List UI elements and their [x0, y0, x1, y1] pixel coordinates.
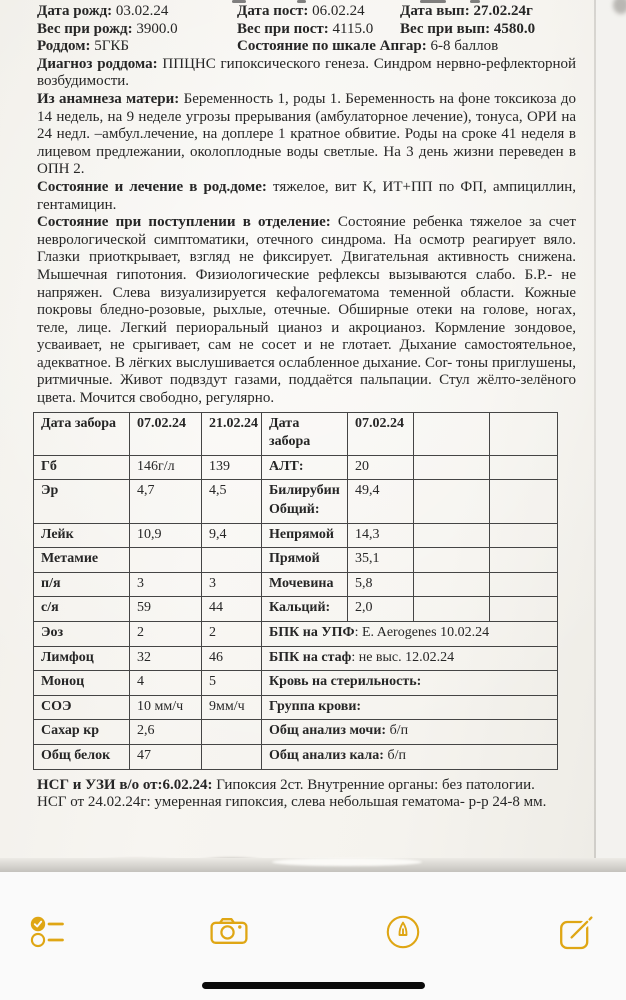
table-cell: 35,1	[348, 548, 414, 573]
table-cell	[262, 622, 558, 647]
table-cell: 44	[202, 597, 262, 622]
table-cell	[262, 720, 558, 745]
table-cell	[414, 597, 490, 622]
header-row	[37, 3, 576, 21]
bottom-toolbar	[0, 872, 626, 1000]
cell-label: Общ анализ кала:	[269, 747, 384, 763]
home-indicator[interactable]	[202, 982, 425, 989]
table-cell	[414, 455, 490, 480]
cell-label: п/я	[41, 575, 61, 591]
table-row	[34, 695, 558, 720]
table-cell	[34, 646, 130, 671]
table-cell: 59	[130, 597, 202, 622]
table-cell	[130, 548, 202, 573]
header-field	[400, 3, 576, 21]
field-value: 27.02.24г	[469, 3, 533, 19]
cell-label: Кровь на стерильность:	[269, 674, 422, 690]
table-cell	[348, 412, 414, 455]
paragraph-text: ППЦНС гипоксического генеза. Синдром нервно-рефлекторной возбудимости.	[37, 55, 577, 90]
compose-button[interactable]	[557, 912, 597, 952]
table-cell: 2	[202, 622, 262, 647]
table-cell: 146г/л	[130, 455, 202, 480]
cell-label: с/я	[41, 600, 59, 616]
markup-button[interactable]	[383, 912, 423, 952]
table-row	[34, 480, 558, 523]
paragraph-label: Состояние и лечение в род.доме:	[37, 178, 267, 195]
cell-label: Эр	[41, 483, 59, 499]
header-field	[237, 3, 400, 21]
paper-corner-mark	[613, 0, 626, 14]
paragraph-text: тяжелое, вит К, ИТ+ПП по ФП, ампициллин, гентамицин.	[37, 178, 576, 213]
cell-label: Дата забора	[41, 415, 117, 431]
field-label: Вес при пост:	[237, 20, 329, 37]
paper-edge-margin	[596, 0, 626, 872]
table-cell	[262, 646, 558, 671]
field-label: Вес при рожд:	[37, 20, 133, 37]
cell-label: Моноц	[41, 674, 85, 690]
paragraph-text: Состояние ребенка тяжелое за счет неврологической симптоматики, отечного синдрома. На осмотр реагирует вяло. Глазки приоткрывает, взгляд не фиксирует. Двигательная активность снижена. Мышечная гипотония. Физиологические рефлексы вызываются слабо. Б.Р.- не напряжен. Слева визуализируется кефалогематома теменной области. Кожные покровы бледно-розовые, рыхлые, отечные. Обширные отеки на голове, ногах, теле, лице. Легкий периоральный цианоз и акроцианоз. Кормление зондовое, усваивает, не срыгивает, сам не сосет и не глотает. Дыхание самостоятельное, адекватное. В лёгких выслушивается ослабленное дыхание. Cor- тоны приглушены, ритмичные. Живот подвздут газами, поддаётся пальпации. Стул жёлто-зелёного цвета. Мочится свободно, регулярно.	[37, 214, 576, 407]
footer-text: : умеренная гипоксия, слева небольшая гематома- р-р 24-8 мм.	[146, 794, 547, 811]
cell-value: б/п	[386, 723, 409, 739]
field-value: 4580.0	[490, 20, 536, 37]
table-cell	[202, 720, 262, 745]
table-cell: 4,5	[202, 480, 262, 523]
table-cell	[414, 523, 490, 548]
markup-icon	[385, 914, 421, 950]
table-row	[34, 622, 558, 647]
table-cell	[34, 720, 130, 745]
cell-label: Общ белок	[41, 747, 111, 763]
table-row	[34, 744, 558, 769]
cell-label: Группа крови:	[269, 698, 362, 714]
table-cell: 4	[130, 671, 202, 696]
cell-label: Билирубин Общий:	[269, 483, 340, 518]
table-cell	[34, 548, 130, 573]
table-cell: 9,4	[202, 523, 262, 548]
table-cell: 32	[130, 646, 202, 671]
cell-label: Дата забора	[269, 415, 311, 450]
table-row	[34, 597, 558, 622]
table-cell	[490, 597, 558, 622]
table-row	[34, 455, 558, 480]
table-cell	[202, 548, 262, 573]
cell-value: : E. Aerogenes 10.02.24	[354, 625, 490, 640]
table-cell	[262, 695, 558, 720]
document-text	[37, 3, 576, 812]
table-row	[34, 548, 558, 573]
cell-label: 07.02.24	[137, 415, 186, 431]
checklist-icon	[30, 915, 66, 949]
table-cell	[34, 671, 130, 696]
cell-label: БПК на стаф	[269, 649, 352, 665]
field-label: Состояние по шкале Апгар:	[237, 38, 427, 55]
table-cell	[490, 412, 558, 455]
table-cell	[490, 480, 558, 523]
paragraph-label: Диагноз роддома:	[37, 55, 158, 72]
cell-label: 07.02.24	[355, 415, 404, 431]
field-label: Роддом:	[37, 38, 91, 55]
table-cell	[34, 622, 130, 647]
paragraph-label: Из анамнеза матери:	[37, 90, 180, 107]
header-field	[37, 3, 237, 21]
cell-label: Гб	[41, 458, 57, 474]
paragraph-text: Беременность 1, роды 1. Беременность на фоне токсикоза до 14 недель, на 9 неделе угрозы прерывания (амбулаторное лечение), тонуса, ОРИ на 24 недл. –амбул.лечение, на доплере 1 кратное обвитие. Роды на сроке 41 неделя в лицевом предлежании, околоплодные воды светлые. На 3 день жизни переведен в ОПН 2.	[37, 90, 576, 178]
cell-label: Сахар кр	[41, 723, 100, 739]
table-cell	[262, 523, 348, 548]
header-field	[37, 21, 237, 39]
table-cell	[490, 455, 558, 480]
table-cell: 20	[348, 455, 414, 480]
table-cell	[34, 597, 130, 622]
table-cell: 5	[202, 671, 262, 696]
document-footer	[37, 777, 576, 812]
header-row	[37, 21, 576, 39]
table-cell: 49,4	[348, 480, 414, 523]
table-cell	[130, 412, 202, 455]
table-cell: 14,3	[348, 523, 414, 548]
table-cell	[262, 480, 348, 523]
table-cell	[34, 523, 130, 548]
table-cell	[262, 572, 348, 597]
table-row	[34, 720, 558, 745]
checklist-button[interactable]	[28, 912, 68, 952]
cell-label: Мочевина	[269, 575, 334, 591]
table-cell	[490, 548, 558, 573]
table-cell: 46	[202, 646, 262, 671]
table-cell	[34, 412, 130, 455]
table-row	[34, 523, 558, 548]
header-field	[37, 38, 237, 56]
table-cell	[262, 412, 348, 455]
table-cell: 9мм/ч	[202, 695, 262, 720]
header-field	[237, 38, 576, 56]
table-cell	[34, 480, 130, 523]
field-value: 3900.0	[132, 20, 178, 37]
field-label: Вес при вып:	[400, 20, 491, 37]
field-value: 6-8 баллов	[426, 38, 499, 55]
table-cell	[262, 744, 558, 769]
field-value: 4115.0	[328, 20, 374, 37]
document-paragraphs	[37, 56, 576, 408]
document-paragraph	[37, 214, 576, 408]
table-row	[34, 671, 558, 696]
table-cell	[414, 548, 490, 573]
table-cell	[262, 548, 348, 573]
table-cell: 2,6	[130, 720, 202, 745]
footer-text: Гипоксия 2ст. Внутренние органы: без патологии.	[212, 776, 535, 793]
cell-label: Метамие	[41, 551, 99, 567]
cell-value: б/п	[383, 747, 406, 763]
field-value: 5ГКБ	[90, 38, 130, 55]
field-label: Дата рожд:	[37, 3, 113, 19]
table-cell	[34, 572, 130, 597]
table-cell	[490, 523, 558, 548]
table-cell: 3	[202, 572, 262, 597]
cell-label: 21.02.24	[209, 415, 258, 431]
document-header	[37, 3, 576, 56]
table-cell	[490, 572, 558, 597]
table-cell	[414, 412, 490, 455]
compose-icon	[559, 914, 595, 950]
header-row	[37, 38, 576, 56]
cell-label: БПК на УПФ	[269, 625, 355, 640]
table-cell	[262, 455, 348, 480]
cell-label: Прямой	[269, 551, 320, 567]
cell-label: СОЭ	[41, 698, 72, 714]
table-row	[34, 572, 558, 597]
cell-label: Лимфоц	[41, 649, 94, 665]
footer-line	[37, 794, 576, 812]
photo-bottom-highlight	[272, 858, 422, 866]
table-cell	[414, 480, 490, 523]
table-cell: 10,9	[130, 523, 202, 548]
table-cell: 4,7	[130, 480, 202, 523]
table-cell	[262, 597, 348, 622]
field-label: Дата вып:	[400, 3, 470, 19]
field-label: Дата пост:	[237, 3, 309, 19]
table-cell: 5,8	[348, 572, 414, 597]
table-cell: 2	[130, 622, 202, 647]
header-field	[400, 21, 576, 39]
table-cell: 47	[130, 744, 202, 769]
cell-label: Общ анализ мочи:	[269, 723, 387, 739]
table-cell: 10 мм/ч	[130, 695, 202, 720]
cell-label: Эоз	[41, 625, 64, 640]
table-cell	[202, 744, 262, 769]
table-cell	[34, 744, 130, 769]
table-cell	[262, 671, 558, 696]
table-cell: 139	[202, 455, 262, 480]
table-row	[34, 412, 558, 455]
document-paragraph	[37, 91, 576, 179]
footer-label: НСГ и УЗИ в/о от:6.02.24:	[37, 776, 213, 793]
document-paragraph	[37, 56, 576, 91]
header-field	[237, 21, 400, 39]
table-cell	[34, 455, 130, 480]
cell-label: Кальций:	[269, 600, 331, 616]
footer-line	[37, 777, 576, 795]
cell-label: АЛТ:	[269, 458, 304, 474]
document-paragraph	[37, 179, 576, 214]
field-value: 03.02.24	[112, 3, 169, 19]
lab-table	[33, 412, 558, 770]
table-row	[34, 646, 558, 671]
paragraph-label: Состояние при поступлении в отделение:	[37, 214, 331, 231]
cell-label: Лейк	[41, 526, 74, 542]
cell-value: : не выс. 12.02.24	[351, 649, 455, 665]
table-cell: 3	[130, 572, 202, 597]
camera-button[interactable]	[209, 912, 249, 952]
footer-label: НСГ от 24.02.24г	[37, 794, 147, 811]
camera-icon	[210, 916, 248, 948]
table-cell	[34, 695, 130, 720]
table-cell	[414, 572, 490, 597]
table-cell: 2,0	[348, 597, 414, 622]
table-cell	[202, 412, 262, 455]
field-value: 06.02.24	[308, 3, 365, 19]
cell-label: Непрямой	[269, 526, 334, 542]
